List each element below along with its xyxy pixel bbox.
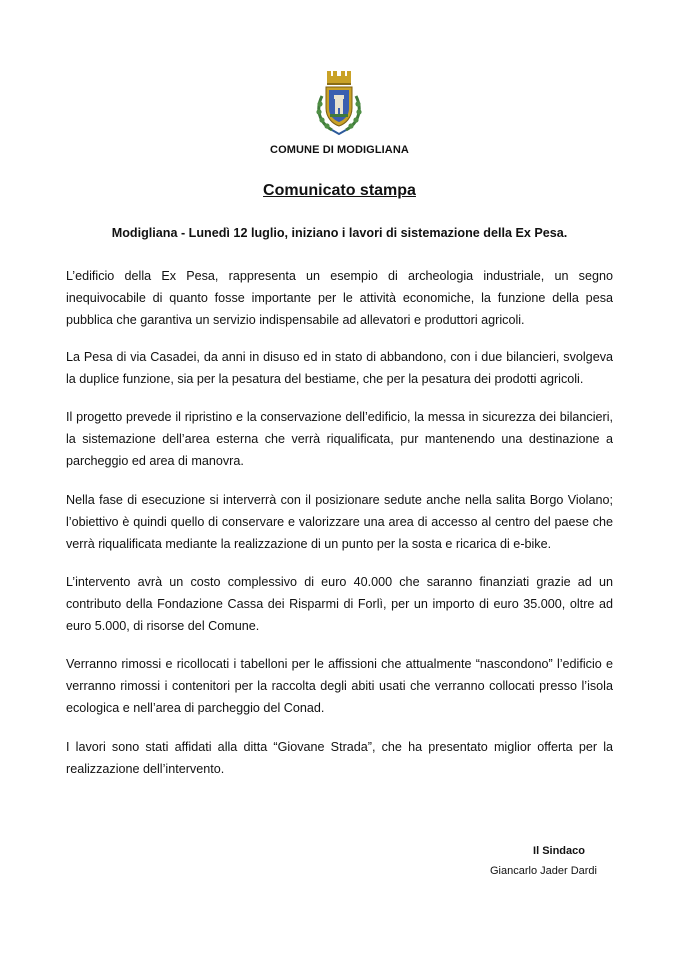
- paragraph-7: I lavori sono stati affidati alla ditta “Giovane Strada”, che ha presentato miglior offerta per la realizzazione dell’intervento.: [66, 740, 613, 776]
- paragraph-4: Nella fase di esecuzione si interverrà con il posizionare sedute anche nella salita Borgo Violano; l’obiettivo è quindi quello di conservare e valorizzare una area di accesso al centro del paese che verrà riqualificata mediante la realizzazione di un punto per la sosta e ricarica di e-bike.: [66, 493, 613, 551]
- paragraph-1: L’edificio della Ex Pesa, rappresenta un esempio di archeologia industriale, un segno inequivocabile di quanto fosse importante per le attività economiche, la funzione della pesa pubblica che garantiva un servizio indispensabile ad allevatori e produttori agricoli.: [66, 269, 613, 327]
- coat-of-arms-icon: [312, 68, 366, 136]
- paragraph-6: Verranno rimossi e ricollocati i tabelloni per le affissioni che attualmente “nascondono” l’edificio e verranno rimossi i contenitori per la raccolta degli abiti usati che verranno collocati presso l’isola ecologica e nell’area di parcheggio del Conad.: [66, 657, 613, 715]
- document-title: Comunicato stampa: [263, 182, 416, 199]
- signature-name: Giancarlo Jader Dardi: [490, 865, 597, 877]
- paragraph-2: La Pesa di via Casadei, da anni in disuso ed in stato di abbandono, con i due bilancieri, svolgeva la duplice funzione, sia per la pesatura del bestiame, che per la pesatura dei prodotti agricoli.: [66, 350, 613, 386]
- body-paragraph: [66, 265, 613, 353]
- body-paragraph: [66, 346, 613, 412]
- signature-block: [490, 841, 597, 881]
- signature-role: Il Sindaco: [533, 845, 585, 857]
- body-paragraph: [66, 406, 613, 494]
- body-paragraph: [66, 571, 613, 659]
- paragraph-5: L’intervento avrà un costo complessivo di euro 40.000 che saranno finanziati grazie ad un contributo della Fondazione Cassa dei Risparmi di Forlì, per un importo di euro 35.000, oltre ad euro 5.000, di risorse del Comune.: [66, 575, 613, 633]
- municipality-name: COMUNE DI MODIGLIANA: [270, 144, 409, 156]
- document-subtitle: Modigliana - Lunedì 12 luglio, iniziano i lavori di sistemazione della Ex Pesa.: [111, 226, 568, 240]
- body-paragraph: [66, 736, 613, 802]
- body-paragraph: [66, 489, 613, 577]
- body-paragraph: [66, 653, 613, 741]
- paragraph-3: Il progetto prevede il ripristino e la conservazione dell’edificio, la messa in sicurezza dei bilancieri, la sistemazione dell’area esterna che verrà riqualificata, pur mantenendo una destinazione a parcheggio ed area di manovra.: [66, 410, 613, 468]
